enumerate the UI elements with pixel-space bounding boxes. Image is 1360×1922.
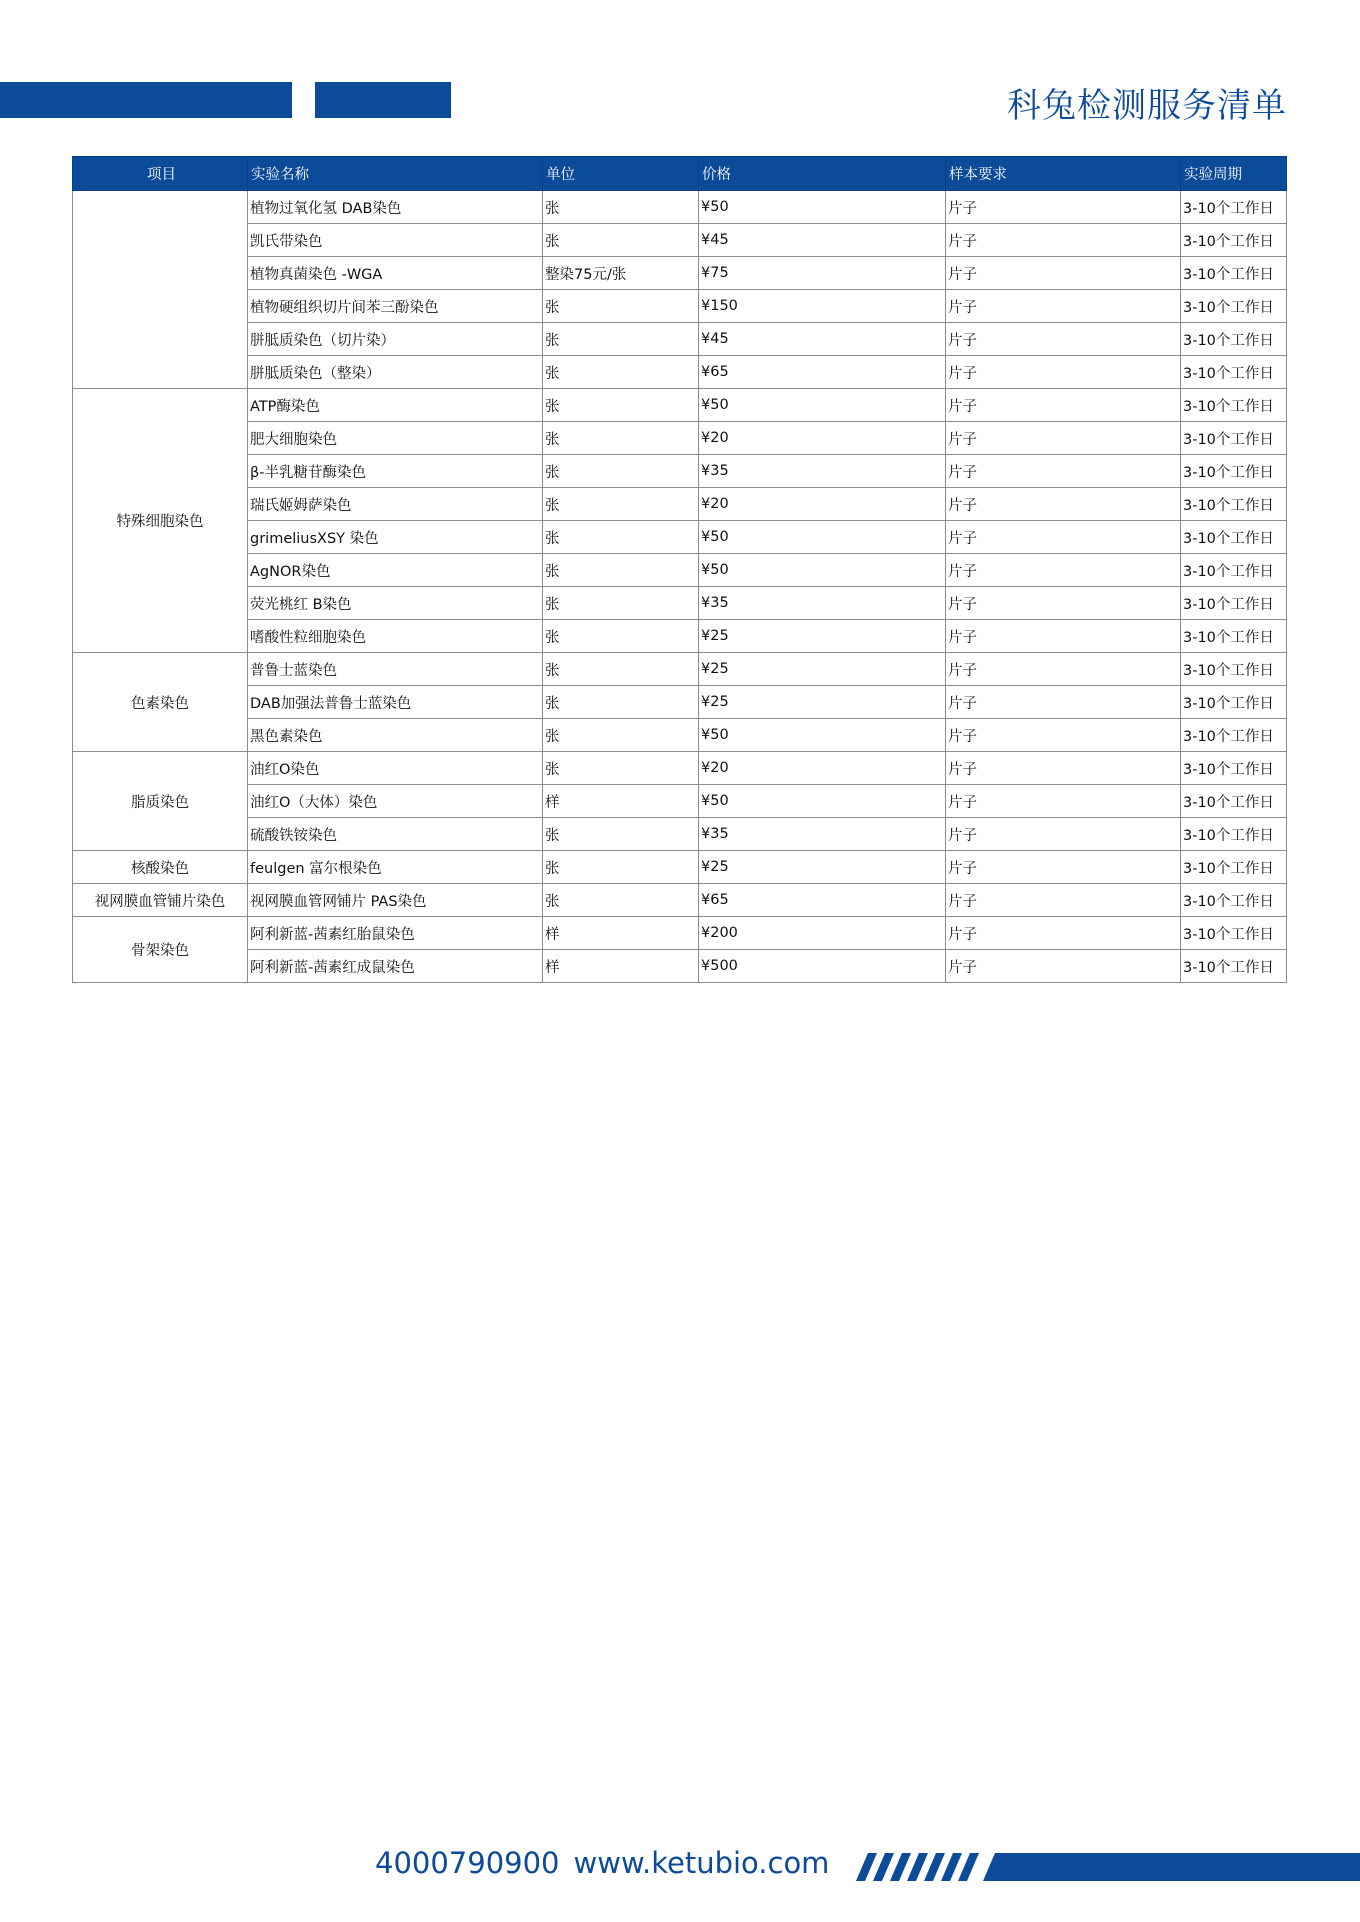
category-cell: 脂质染色: [73, 752, 248, 851]
table-row: [73, 422, 1287, 455]
turnaround-cell: 3-10个工作日: [1181, 224, 1287, 257]
turnaround-cell: 3-10个工作日: [1181, 389, 1287, 422]
sample-requirement-cell: 片子: [946, 521, 1181, 554]
sample-requirement-cell: 片子: [946, 554, 1181, 587]
table-header-row: [73, 157, 1287, 191]
test-name-cell: 视网膜血管网铺片 PAS染色: [248, 884, 543, 917]
turnaround-cell: 3-10个工作日: [1181, 290, 1287, 323]
table-row: [73, 554, 1287, 587]
price-cell: ¥200: [699, 917, 946, 950]
test-name-cell: 阿利新蓝-茜素红胎鼠染色: [248, 917, 543, 950]
table-row: [73, 455, 1287, 488]
test-name-cell: 黑色素染色: [248, 719, 543, 752]
test-name-cell: 肥大细胞染色: [248, 422, 543, 455]
price-cell: ¥20: [699, 422, 946, 455]
table-row: [73, 356, 1287, 389]
unit-cell: 张: [543, 290, 699, 323]
table-row: [73, 191, 1287, 224]
price-cell: ¥65: [699, 356, 946, 389]
unit-cell: 张: [543, 587, 699, 620]
turnaround-cell: 3-10个工作日: [1181, 620, 1287, 653]
table-row: [73, 686, 1287, 719]
price-cell: ¥75: [699, 257, 946, 290]
footer-website: www.ketubio.com: [573, 1846, 830, 1880]
price-cell: ¥500: [699, 950, 946, 983]
turnaround-cell: 3-10个工作日: [1181, 257, 1287, 290]
table-row: [73, 950, 1287, 983]
turnaround-cell: 3-10个工作日: [1181, 917, 1287, 950]
sample-requirement-cell: 片子: [946, 224, 1181, 257]
test-name-cell: AgNOR染色: [248, 554, 543, 587]
column-header-test-name: 实验名称: [248, 157, 543, 191]
unit-cell: 张: [543, 719, 699, 752]
price-cell: ¥25: [699, 686, 946, 719]
table-row: [73, 785, 1287, 818]
sample-requirement-cell: 片子: [946, 686, 1181, 719]
table-row: [73, 752, 1287, 785]
turnaround-cell: 3-10个工作日: [1181, 191, 1287, 224]
turnaround-cell: 3-10个工作日: [1181, 323, 1287, 356]
unit-cell: 张: [543, 422, 699, 455]
test-name-cell: 植物过氧化氢 DAB染色: [248, 191, 543, 224]
header-decor-bar-right: [315, 82, 451, 118]
test-name-cell: ATP酶染色: [248, 389, 543, 422]
category-cell: 特殊细胞染色: [73, 389, 248, 653]
unit-cell: 张: [543, 686, 699, 719]
test-name-cell: β-半乳糖苷酶染色: [248, 455, 543, 488]
test-name-cell: 油红O染色: [248, 752, 543, 785]
sample-requirement-cell: 片子: [946, 851, 1181, 884]
test-name-cell: 硫酸铁铵染色: [248, 818, 543, 851]
unit-cell: 样: [543, 785, 699, 818]
footer-contact: [375, 1846, 829, 1880]
unit-cell: 张: [543, 455, 699, 488]
unit-cell: 张: [543, 818, 699, 851]
unit-cell: 张: [543, 323, 699, 356]
table-row: [73, 620, 1287, 653]
price-cell: ¥50: [699, 389, 946, 422]
table-row: [73, 818, 1287, 851]
test-name-cell: 胼胝质染色（整染）: [248, 356, 543, 389]
sample-requirement-cell: 片子: [946, 455, 1181, 488]
price-cell: ¥50: [699, 554, 946, 587]
test-name-cell: 瑞氏姬姆萨染色: [248, 488, 543, 521]
table-body: [73, 191, 1287, 983]
unit-cell: 整染75元/张: [543, 257, 699, 290]
unit-cell: 张: [543, 521, 699, 554]
price-cell: ¥150: [699, 290, 946, 323]
price-cell: ¥35: [699, 455, 946, 488]
price-cell: ¥50: [699, 521, 946, 554]
unit-cell: 张: [543, 488, 699, 521]
unit-cell: 张: [543, 224, 699, 257]
sample-requirement-cell: 片子: [946, 818, 1181, 851]
turnaround-cell: 3-10个工作日: [1181, 455, 1287, 488]
test-name-cell: 阿利新蓝-茜素红成鼠染色: [248, 950, 543, 983]
turnaround-cell: 3-10个工作日: [1181, 851, 1287, 884]
unit-cell: 张: [543, 554, 699, 587]
turnaround-cell: 3-10个工作日: [1181, 686, 1287, 719]
turnaround-cell: 3-10个工作日: [1181, 587, 1287, 620]
test-name-cell: 普鲁士蓝染色: [248, 653, 543, 686]
price-cell: ¥50: [699, 785, 946, 818]
unit-cell: 张: [543, 851, 699, 884]
unit-cell: 张: [543, 356, 699, 389]
document-title: 科兔检测服务清单: [1007, 86, 1287, 126]
sample-requirement-cell: 片子: [946, 884, 1181, 917]
price-cell: ¥45: [699, 323, 946, 356]
price-cell: ¥25: [699, 620, 946, 653]
price-cell: ¥50: [699, 719, 946, 752]
footer-phone: 4000790900: [375, 1846, 560, 1880]
price-cell: ¥25: [699, 653, 946, 686]
turnaround-cell: 3-10个工作日: [1181, 554, 1287, 587]
sample-requirement-cell: 片子: [946, 323, 1181, 356]
table-row: [73, 488, 1287, 521]
category-cell: 视网膜血管铺片染色: [73, 884, 248, 917]
table-row: [73, 917, 1287, 950]
category-cell: 核酸染色: [73, 851, 248, 884]
table-row: [73, 389, 1287, 422]
price-cell: ¥20: [699, 752, 946, 785]
category-cell: 色素染色: [73, 653, 248, 752]
unit-cell: 张: [543, 752, 699, 785]
category-cell: [73, 191, 248, 389]
price-cell: ¥25: [699, 851, 946, 884]
turnaround-cell: 3-10个工作日: [1181, 884, 1287, 917]
price-cell: ¥50: [699, 191, 946, 224]
turnaround-cell: 3-10个工作日: [1181, 356, 1287, 389]
turnaround-cell: 3-10个工作日: [1181, 785, 1287, 818]
test-name-cell: 植物硬组织切片间苯三酚染色: [248, 290, 543, 323]
column-header-turnaround: 实验周期: [1181, 157, 1287, 191]
unit-cell: 样: [543, 917, 699, 950]
test-name-cell: 嗜酸性粒细胞染色: [248, 620, 543, 653]
turnaround-cell: 3-10个工作日: [1181, 521, 1287, 554]
column-header-unit: 单位: [543, 157, 699, 191]
turnaround-cell: 3-10个工作日: [1181, 653, 1287, 686]
table-row: [73, 290, 1287, 323]
price-cell: ¥35: [699, 587, 946, 620]
table-row: [73, 587, 1287, 620]
header-decor-bar-left: [0, 82, 292, 118]
sample-requirement-cell: 片子: [946, 719, 1181, 752]
unit-cell: 张: [543, 620, 699, 653]
price-cell: ¥20: [699, 488, 946, 521]
unit-cell: 张: [543, 653, 699, 686]
sample-requirement-cell: 片子: [946, 587, 1181, 620]
unit-cell: 样: [543, 950, 699, 983]
sample-requirement-cell: 片子: [946, 752, 1181, 785]
test-name-cell: 胼胝质染色（切片染）: [248, 323, 543, 356]
turnaround-cell: 3-10个工作日: [1181, 818, 1287, 851]
sample-requirement-cell: 片子: [946, 917, 1181, 950]
footer-stripes-decor: [856, 1853, 1360, 1881]
unit-cell: 张: [543, 884, 699, 917]
table-row: [73, 323, 1287, 356]
price-cell: ¥45: [699, 224, 946, 257]
table-row: [73, 851, 1287, 884]
sample-requirement-cell: 片子: [946, 950, 1181, 983]
sample-requirement-cell: 片子: [946, 290, 1181, 323]
unit-cell: 张: [543, 191, 699, 224]
sample-requirement-cell: 片子: [946, 191, 1181, 224]
test-name-cell: 凯氏带染色: [248, 224, 543, 257]
turnaround-cell: 3-10个工作日: [1181, 950, 1287, 983]
table-row: [73, 521, 1287, 554]
turnaround-cell: 3-10个工作日: [1181, 719, 1287, 752]
sample-requirement-cell: 片子: [946, 422, 1181, 455]
test-name-cell: grimeliusXSY 染色: [248, 521, 543, 554]
table-row: [73, 653, 1287, 686]
sample-requirement-cell: 片子: [946, 653, 1181, 686]
column-header-item: 项目: [73, 157, 248, 191]
sample-requirement-cell: 片子: [946, 620, 1181, 653]
service-price-table: [72, 156, 1287, 983]
category-cell: 骨架染色: [73, 917, 248, 983]
sample-requirement-cell: 片子: [946, 785, 1181, 818]
sample-requirement-cell: 片子: [946, 488, 1181, 521]
turnaround-cell: 3-10个工作日: [1181, 752, 1287, 785]
turnaround-cell: 3-10个工作日: [1181, 488, 1287, 521]
column-header-price: 价格: [699, 157, 946, 191]
test-name-cell: DAB加强法普鲁士蓝染色: [248, 686, 543, 719]
test-name-cell: feulgen 富尔根染色: [248, 851, 543, 884]
test-name-cell: 油红O（大体）染色: [248, 785, 543, 818]
sample-requirement-cell: 片子: [946, 389, 1181, 422]
table-row: [73, 719, 1287, 752]
column-header-sample-requirement: 样本要求: [946, 157, 1181, 191]
table-row: [73, 257, 1287, 290]
sample-requirement-cell: 片子: [946, 356, 1181, 389]
table-row: [73, 884, 1287, 917]
unit-cell: 张: [543, 389, 699, 422]
price-cell: ¥35: [699, 818, 946, 851]
test-name-cell: 荧光桃红 B染色: [248, 587, 543, 620]
sample-requirement-cell: 片子: [946, 257, 1181, 290]
table-row: [73, 224, 1287, 257]
price-cell: ¥65: [699, 884, 946, 917]
test-name-cell: 植物真菌染色 -WGA: [248, 257, 543, 290]
turnaround-cell: 3-10个工作日: [1181, 422, 1287, 455]
